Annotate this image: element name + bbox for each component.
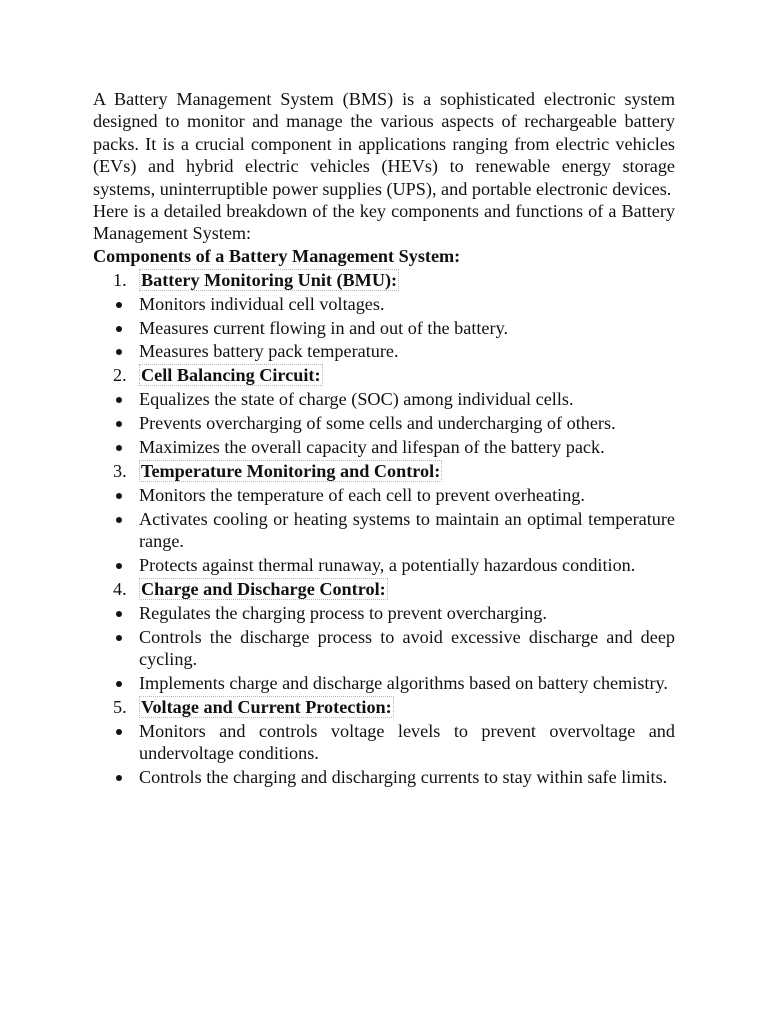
list-item-text: Activates cooling or heating systems to maintain an optimal temperature range. — [139, 508, 675, 552]
section-title: Cell Balancing Circuit: — [141, 365, 321, 386]
list-item-text: Protects against thermal runaway, a potentially hazardous condition. — [139, 555, 636, 576]
bullet-icon — [116, 349, 122, 355]
bullet-icon — [116, 729, 122, 735]
intro-paragraph: A Battery Management System (BMS) is a sophisticated electronic system designed to monitor and manage the various aspects of rechargeable battery packs. It is a crucial component in applications ranging from electric vehicles (EVs) and hybrid electric vehicles (HEVs) to renewable energy storage systems, uninterruptible power supplies (UPS), and portable electronic devices. — [93, 89, 675, 199]
section-heading — [93, 460, 675, 482]
list-item — [93, 626, 675, 671]
list-item-text: Maximizes the overall capacity and lifespan of the battery pack. — [139, 437, 605, 458]
list-item — [93, 340, 675, 362]
list-item — [93, 672, 675, 694]
bullet-icon — [116, 397, 122, 403]
section-title: Voltage and Current Protection: — [141, 697, 392, 718]
list-item — [93, 484, 675, 506]
intro-lead-in: Here is a detailed breakdown of the key components and functions of a Battery Management System: — [93, 201, 675, 244]
section-number: 4. — [113, 579, 127, 600]
bullet-icon — [116, 421, 122, 427]
section-title: Charge and Discharge Control: — [141, 579, 386, 600]
list-item — [93, 388, 675, 410]
section-title: Battery Monitoring Unit (BMU): — [141, 269, 398, 290]
section-heading — [93, 269, 675, 291]
bullet-icon — [116, 635, 122, 641]
list-item — [93, 720, 675, 765]
bullet-icon — [116, 681, 122, 687]
list-item — [93, 293, 675, 315]
section-number: 3. — [113, 461, 127, 481]
list-item — [93, 554, 675, 576]
bullet-icon — [116, 493, 122, 499]
section-title: Temperature Monitoring and Control: — [141, 461, 441, 481]
list-item-text: Monitors individual cell voltages. — [139, 293, 385, 314]
list-item-text: Regulates the charging process to prevent overcharging. — [139, 602, 547, 623]
document-body — [93, 88, 675, 789]
bullet-icon — [116, 326, 122, 332]
list-item — [93, 317, 675, 339]
list-item-text: Measures battery pack temperature. — [139, 341, 399, 362]
list-item-text: Monitors and controls voltage levels to prevent overvoltage and undervoltage conditions. — [139, 720, 675, 764]
section-number: 2. — [113, 365, 127, 386]
list-item-text: Controls the discharge process to avoid excessive discharge and deep cycling. — [139, 626, 675, 670]
section-number: 1. — [113, 269, 127, 290]
list-item-text: Measures current flowing in and out of the battery. — [139, 317, 509, 338]
list-item-text: Monitors the temperature of each cell to prevent overheating. — [139, 484, 585, 505]
section-number: 5. — [113, 697, 127, 718]
bullet-icon — [116, 775, 122, 781]
list-item-text: Controls the charging and discharging currents to stay within safe limits. — [139, 767, 668, 788]
bullet-icon — [116, 517, 122, 523]
components-heading: Components of a Battery Management System: — [93, 245, 461, 266]
list-item — [93, 412, 675, 434]
bullet-icon — [116, 445, 122, 451]
section-heading — [93, 696, 675, 718]
section-heading — [93, 364, 675, 386]
list-item — [93, 508, 675, 553]
list-item-text: Prevents overcharging of some cells and undercharging of others. — [139, 413, 616, 434]
section-heading — [93, 578, 675, 600]
bullet-icon — [116, 563, 122, 569]
list-item — [93, 766, 675, 788]
bullet-icon — [116, 611, 122, 617]
list-item — [93, 602, 675, 624]
list-item-text: Equalizes the state of charge (SOC) among individual cells. — [139, 389, 574, 410]
list-item — [93, 436, 675, 458]
list-item-text: Implements charge and discharge algorithms based on battery chemistry. — [139, 673, 668, 694]
bullet-icon — [116, 302, 122, 308]
